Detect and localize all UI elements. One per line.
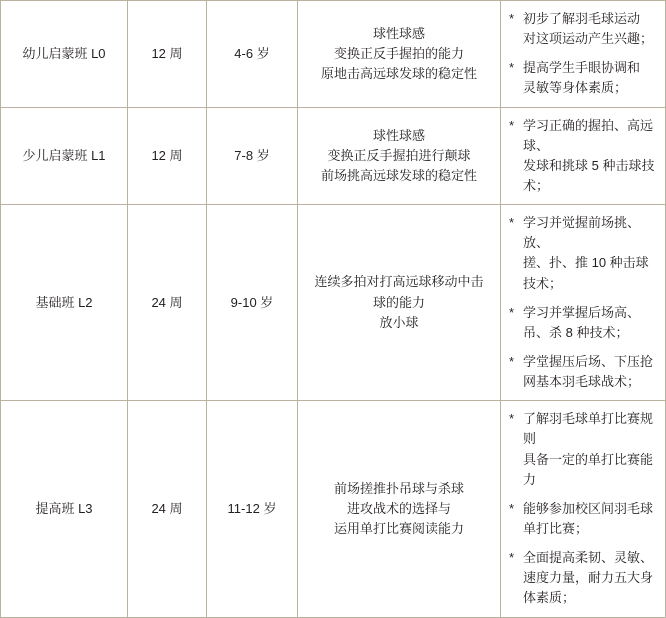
goals-list bbox=[509, 7, 657, 101]
table-row bbox=[1, 107, 666, 205]
course-skills-cell bbox=[298, 205, 501, 401]
bullet-asterisk-icon: * bbox=[509, 11, 515, 26]
goal-item bbox=[509, 409, 657, 490]
goals-list bbox=[509, 114, 657, 199]
course-name: 基础班 L2 bbox=[35, 294, 93, 310]
goal-line: 发球和挑球 5 种击球技术； bbox=[523, 157, 655, 193]
skill-line: 前场挑高远球发球的稳定性 bbox=[320, 167, 477, 183]
goal-line: 学习正确的握拍、高远球、 bbox=[523, 117, 654, 153]
table-row bbox=[1, 1, 666, 108]
goal-line: 初步了解羽毛球运动 bbox=[523, 11, 641, 26]
goal-line: 学习并掌握后场高、 bbox=[523, 304, 641, 320]
bullet-asterisk-icon: * bbox=[509, 550, 515, 566]
goal-line: 对这项运动产生兴趣； bbox=[523, 31, 654, 47]
goal-line: 提高学生手眼协调和 bbox=[523, 60, 641, 76]
course-goals-cell bbox=[501, 205, 666, 401]
goal-text bbox=[523, 352, 657, 392]
skill-line: 运用单打比赛阅读能力 bbox=[333, 520, 464, 536]
goal-line: 吊、杀 8 种技术； bbox=[523, 324, 629, 340]
table-body bbox=[1, 1, 666, 618]
bullet-asterisk-icon: * bbox=[509, 60, 515, 76]
goal-line: 灵敏等身体素质； bbox=[523, 80, 628, 96]
goal-item bbox=[509, 352, 657, 392]
course-goals-cell bbox=[501, 1, 666, 108]
table-row bbox=[1, 401, 666, 617]
course-name-cell bbox=[1, 1, 128, 108]
course-skills-cell bbox=[298, 1, 501, 108]
course-weeks: 12 周 bbox=[151, 45, 183, 61]
goal-line: 搓、扑、推 10 种击球技术； bbox=[523, 255, 649, 291]
skill-line: 放小球 bbox=[379, 314, 419, 330]
bullet-asterisk-icon: * bbox=[509, 353, 515, 369]
goal-line: 具备一定的单打比赛能力 bbox=[523, 451, 654, 487]
goal-text bbox=[523, 58, 657, 98]
bullet-asterisk-icon: * bbox=[509, 411, 515, 427]
bullet-asterisk-icon: * bbox=[509, 117, 515, 133]
skill-line: 变换正反手握拍的能力 bbox=[333, 45, 464, 61]
course-weeks: 12 周 bbox=[151, 147, 183, 163]
bullet-asterisk-icon: * bbox=[509, 500, 515, 516]
skill-line: 前场搓推扑吊球与杀球 bbox=[333, 480, 464, 496]
goal-item bbox=[509, 499, 657, 539]
goal-item bbox=[509, 548, 657, 608]
course-weeks: 24 周 bbox=[151, 294, 183, 310]
goal-text bbox=[523, 499, 657, 539]
goal-line: 网基本羽毛球战术； bbox=[523, 374, 641, 390]
course-age: 4-6 岁 bbox=[234, 45, 270, 61]
goal-line: 速度力量，耐力五大身 bbox=[523, 570, 654, 586]
course-name: 少儿启蒙班 L1 bbox=[22, 147, 106, 163]
course-age-cell bbox=[207, 401, 298, 617]
course-weeks-cell bbox=[128, 107, 207, 205]
goal-text bbox=[523, 548, 657, 608]
course-name: 提高班 L3 bbox=[35, 500, 93, 516]
goal-line: 学堂握压后场、下压抢 bbox=[523, 353, 654, 369]
bullet-asterisk-icon: * bbox=[509, 215, 515, 231]
goal-text bbox=[523, 116, 657, 197]
table-row bbox=[1, 205, 666, 401]
skill-line: 连续多拍对打高远球移动中击 bbox=[314, 274, 484, 290]
goal-line: 学习并觉握前场挑、放、 bbox=[523, 215, 641, 251]
course-weeks: 24 周 bbox=[151, 500, 183, 516]
skill-line: 球的能力 bbox=[372, 294, 425, 310]
course-skills-cell bbox=[298, 107, 501, 205]
goal-text bbox=[523, 213, 657, 294]
skill-line: 进攻战术的选择与 bbox=[346, 500, 451, 516]
goal-line: 了解羽毛球单打比赛规则 bbox=[523, 411, 654, 447]
course-age-cell bbox=[207, 205, 298, 401]
goals-list bbox=[509, 211, 657, 394]
goal-line: 能够参加校区间羽毛球 bbox=[523, 500, 654, 516]
skill-line: 原地击高远球发球的稳定性 bbox=[320, 65, 477, 81]
goal-text bbox=[523, 303, 657, 343]
goal-text bbox=[523, 9, 657, 49]
course-goals-cell bbox=[501, 401, 666, 617]
course-name-cell bbox=[1, 401, 128, 617]
goal-item bbox=[509, 116, 657, 197]
course-age: 7-8 岁 bbox=[234, 147, 270, 163]
course-age-cell bbox=[207, 107, 298, 205]
course-age-cell bbox=[207, 1, 298, 108]
course-weeks-cell bbox=[128, 401, 207, 617]
goal-item bbox=[509, 303, 657, 343]
goal-item bbox=[509, 9, 657, 49]
skill-line: 变换正反手握拍进行颠球 bbox=[327, 147, 471, 163]
skill-line: 球性球感 bbox=[372, 127, 425, 143]
course-age: 11-12 岁 bbox=[227, 500, 277, 516]
goal-item bbox=[509, 213, 657, 294]
goal-line: 单打比赛； bbox=[523, 520, 589, 536]
course-skills-cell bbox=[298, 401, 501, 617]
course-weeks-cell bbox=[128, 205, 207, 401]
goals-list bbox=[509, 407, 657, 610]
goal-line: 体素质； bbox=[523, 590, 576, 606]
bullet-asterisk-icon: * bbox=[509, 304, 515, 320]
course-age: 9-10 岁 bbox=[230, 294, 274, 310]
goal-line: 全面提高柔韧、灵敏、 bbox=[523, 550, 654, 566]
skill-line: 球性球感 bbox=[372, 25, 425, 41]
course-name-cell bbox=[1, 205, 128, 401]
goal-text bbox=[523, 409, 657, 490]
course-weeks-cell bbox=[128, 1, 207, 108]
course-name-cell bbox=[1, 107, 128, 205]
course-name: 幼儿启蒙班 L0 bbox=[22, 45, 106, 61]
course-goals-cell bbox=[501, 107, 666, 205]
goal-item bbox=[509, 58, 657, 98]
